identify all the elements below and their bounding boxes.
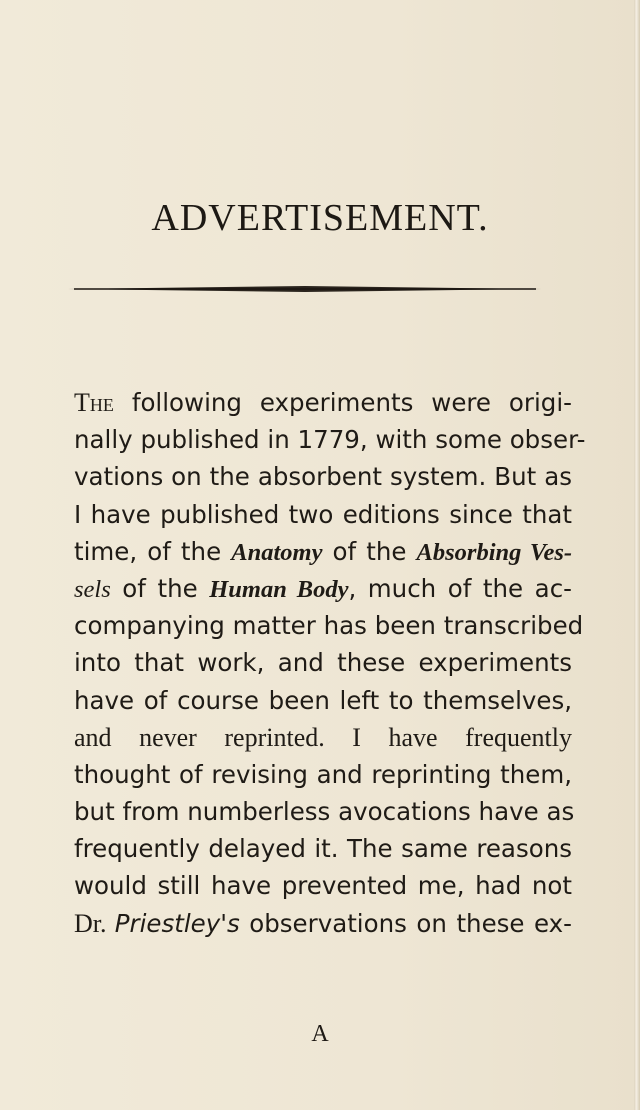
text-line-2: nally published in 1779, with some obser- (74, 425, 586, 455)
text-line-9: have of course been left to themselves, (74, 685, 572, 715)
text-line-7: companying matter has been transcribed (74, 611, 584, 641)
italic-title: Human Body (209, 575, 349, 603)
text-line-4: I have published two editions since that (74, 499, 572, 529)
signature-mark: A (311, 1021, 329, 1047)
italic-name: Priestley's (114, 908, 240, 938)
text-line-1 (74, 384, 572, 421)
text-line-13: frequently delayed it. The same reasons (74, 834, 572, 864)
italic-title: sels (74, 575, 111, 603)
text-line-14: would still have prevented me, had not (74, 871, 572, 901)
page-edge (634, 0, 640, 1110)
text-fragment: of the (110, 573, 210, 603)
text-line-6 (74, 570, 572, 607)
italic-title: Absorbing Ves- (416, 538, 573, 566)
text-fragment: , much of the ac- (348, 573, 573, 603)
text-line-10: and never reprinted. I have frequently (74, 722, 572, 752)
drop-word: The (74, 388, 114, 417)
text-fragment: Dr. (74, 908, 115, 938)
text-line-8: into that work, and these experiments (74, 648, 572, 678)
page-title: ADVERTISEMENT. (151, 197, 489, 239)
text-fragment: of the (322, 536, 417, 566)
advertisement-body (74, 384, 586, 942)
text-fragment: time, of the (74, 536, 232, 566)
text-line-3: vations on the absorbent system. But as (74, 462, 572, 492)
text-fragment: following experiments were origi- (131, 388, 572, 417)
text-line-12: but from numberless avocations have as (74, 797, 575, 827)
italic-title: Anatomy (231, 538, 323, 566)
text-fragment: observations on these ex- (239, 908, 572, 938)
decorative-rule (68, 284, 542, 294)
text-line-11: thought of revising and reprinting them, (74, 759, 572, 789)
text-line-5 (74, 533, 572, 570)
text-line-15 (74, 905, 572, 942)
